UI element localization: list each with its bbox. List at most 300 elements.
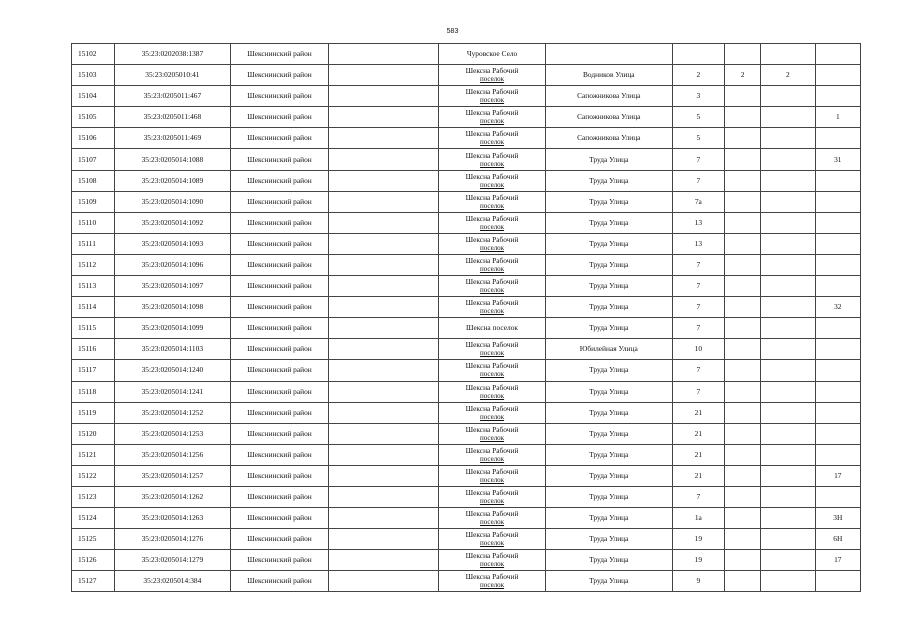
table-row xyxy=(72,297,861,318)
locality-cell xyxy=(439,297,546,318)
apartment-cell xyxy=(815,128,860,149)
locality-cell xyxy=(439,233,546,254)
structure-cell xyxy=(761,465,815,486)
cadastral-number-cell: 35:23:0205011:467 xyxy=(115,86,231,107)
building-cell xyxy=(724,444,760,465)
locality-name: Шексна Рабочий xyxy=(465,488,519,498)
house-number-cell: 7 xyxy=(672,254,724,275)
record-number-cell: 15113 xyxy=(72,276,115,297)
empty-cell xyxy=(329,86,439,107)
house-number-cell: 9 xyxy=(672,571,724,592)
locality-name: Чуровское Село xyxy=(466,49,518,59)
record-number-cell: 15105 xyxy=(72,107,115,128)
district-cell: Шекснинский район xyxy=(230,508,329,529)
locality-name: Шексна Рабочий xyxy=(465,340,519,350)
locality-name: Шексна Рабочий xyxy=(465,66,519,76)
building-cell xyxy=(724,529,760,550)
record-number-cell: 15120 xyxy=(72,423,115,444)
house-number-cell: 13 xyxy=(672,233,724,254)
street-cell: Труда Улица xyxy=(545,381,672,402)
street-cell: Труда Улица xyxy=(545,191,672,212)
table-row xyxy=(72,550,861,571)
empty-cell xyxy=(329,402,439,423)
house-number-cell: 21 xyxy=(672,465,724,486)
record-number-cell: 15125 xyxy=(72,529,115,550)
building-cell xyxy=(724,149,760,170)
empty-cell xyxy=(329,381,439,402)
street-cell: Водников Улица xyxy=(545,65,672,86)
building-cell xyxy=(724,360,760,381)
structure-cell: 2 xyxy=(761,65,815,86)
empty-cell xyxy=(329,191,439,212)
apartment-cell xyxy=(815,65,860,86)
locality-cell xyxy=(439,444,546,465)
cadastral-number-cell: 35:23:0205014:1263 xyxy=(115,508,231,529)
cadastral-number-cell: 35:23:0202038:1387 xyxy=(115,44,231,65)
district-cell: Шекснинский район xyxy=(230,444,329,465)
structure-cell xyxy=(761,44,815,65)
district-cell: Шекснинский район xyxy=(230,423,329,444)
cadastral-number-cell: 35:23:0205014:1279 xyxy=(115,550,231,571)
locality-cell xyxy=(439,550,546,571)
apartment-cell: 6Н xyxy=(815,529,860,550)
street-cell: Труда Улица xyxy=(545,402,672,423)
street-cell: Труда Улица xyxy=(545,508,672,529)
building-cell xyxy=(724,339,760,360)
empty-cell xyxy=(329,339,439,360)
street-cell: Труда Улица xyxy=(545,486,672,507)
empty-cell xyxy=(329,571,439,592)
district-cell: Шекснинский район xyxy=(230,318,329,339)
record-number-cell: 15116 xyxy=(72,339,115,360)
apartment-cell xyxy=(815,318,860,339)
street-cell: Юбилейная Улица xyxy=(545,339,672,360)
structure-cell xyxy=(761,444,815,465)
house-number-cell: 1а xyxy=(672,508,724,529)
building-cell xyxy=(724,276,760,297)
structure-cell xyxy=(761,381,815,402)
apartment-cell xyxy=(815,233,860,254)
structure-cell xyxy=(761,149,815,170)
cadastral-number-cell: 35:23:0205014:1256 xyxy=(115,444,231,465)
cadastral-number-cell: 35:23:0205014:1093 xyxy=(115,233,231,254)
building-cell xyxy=(724,550,760,571)
building-cell xyxy=(724,86,760,107)
locality-name: Шексна Рабочий xyxy=(465,424,519,434)
locality-name: Шексна поселок xyxy=(466,323,519,333)
structure-cell xyxy=(761,339,815,360)
table-row xyxy=(72,233,861,254)
locality-type: поселок xyxy=(479,475,505,484)
record-number-cell: 15110 xyxy=(72,212,115,233)
building-cell xyxy=(724,297,760,318)
locality-name: Шексна Рабочий xyxy=(465,108,519,118)
street-cell: Труда Улица xyxy=(545,550,672,571)
empty-cell xyxy=(329,550,439,571)
apartment-cell xyxy=(815,86,860,107)
locality-cell xyxy=(439,44,546,65)
district-cell: Шекснинский район xyxy=(230,402,329,423)
street-cell: Труда Улица xyxy=(545,297,672,318)
cadastral-number-cell: 35:23:0205014:1241 xyxy=(115,381,231,402)
structure-cell xyxy=(761,86,815,107)
locality-cell xyxy=(439,128,546,149)
cadastral-number-cell: 35:23:0205014:384 xyxy=(115,571,231,592)
apartment-cell: 3Н xyxy=(815,508,860,529)
building-cell xyxy=(724,508,760,529)
building-cell xyxy=(724,128,760,149)
apartment-cell: 17 xyxy=(815,550,860,571)
locality-type: поселок xyxy=(479,581,505,590)
structure-cell xyxy=(761,107,815,128)
locality-name: Шексна Рабочий xyxy=(465,382,519,392)
building-cell xyxy=(724,212,760,233)
locality-cell xyxy=(439,423,546,444)
district-cell: Шекснинский район xyxy=(230,65,329,86)
locality-type: поселок xyxy=(479,497,505,506)
district-cell: Шекснинский район xyxy=(230,191,329,212)
building-cell xyxy=(724,381,760,402)
building-cell xyxy=(724,107,760,128)
record-number-cell: 15122 xyxy=(72,465,115,486)
table-row xyxy=(72,571,861,592)
cadastral-number-cell: 35:23:0205014:1096 xyxy=(115,254,231,275)
structure-cell xyxy=(761,571,815,592)
record-number-cell: 15106 xyxy=(72,128,115,149)
locality-cell xyxy=(439,402,546,423)
locality-name: Шексна Рабочий xyxy=(465,192,519,202)
record-number-cell: 15127 xyxy=(72,571,115,592)
cadastral-number-cell: 35:23:0205014:1262 xyxy=(115,486,231,507)
locality-cell xyxy=(439,107,546,128)
record-number-cell: 15126 xyxy=(72,550,115,571)
locality-type: поселок xyxy=(479,454,505,463)
locality-name: Шексна Рабочий xyxy=(465,466,519,476)
street-cell: Труда Улица xyxy=(545,571,672,592)
locality-name: Шексна Рабочий xyxy=(465,255,519,265)
cadastral-number-cell: 35:23:0205014:1253 xyxy=(115,423,231,444)
table-row xyxy=(72,381,861,402)
district-cell: Шекснинский район xyxy=(230,571,329,592)
table-row xyxy=(72,212,861,233)
district-cell: Шекснинский район xyxy=(230,465,329,486)
house-number-cell: 7 xyxy=(672,297,724,318)
locality-cell xyxy=(439,360,546,381)
locality-type: поселок xyxy=(479,138,505,147)
street-cell: Труда Улица xyxy=(545,254,672,275)
structure-cell xyxy=(761,233,815,254)
structure-cell xyxy=(761,529,815,550)
locality-type: поселок xyxy=(479,433,505,442)
empty-cell xyxy=(329,508,439,529)
apartment-cell xyxy=(815,444,860,465)
locality-type: поселок xyxy=(479,307,505,316)
district-cell: Шекснинский район xyxy=(230,212,329,233)
apartment-cell xyxy=(815,402,860,423)
district-cell: Шекснинский район xyxy=(230,550,329,571)
house-number-cell: 21 xyxy=(672,402,724,423)
cadastral-number-cell: 35:23:0205014:1090 xyxy=(115,191,231,212)
house-number-cell: 21 xyxy=(672,444,724,465)
locality-type: поселок xyxy=(479,412,505,421)
district-cell: Шекснинский район xyxy=(230,233,329,254)
locality-type: поселок xyxy=(479,117,505,126)
district-cell: Шекснинский район xyxy=(230,44,329,65)
table-row xyxy=(72,529,861,550)
locality-name: Шексна Рабочий xyxy=(465,171,519,181)
table-row xyxy=(72,254,861,275)
locality-cell xyxy=(439,86,546,107)
apartment-cell xyxy=(815,360,860,381)
table-row xyxy=(72,318,861,339)
structure-cell xyxy=(761,276,815,297)
house-number-cell: 21 xyxy=(672,423,724,444)
structure-cell xyxy=(761,423,815,444)
locality-type: поселок xyxy=(479,518,505,527)
house-number-cell: 2 xyxy=(672,65,724,86)
table-row xyxy=(72,508,861,529)
table-row xyxy=(72,65,861,86)
locality-cell xyxy=(439,212,546,233)
house-number-cell: 5 xyxy=(672,128,724,149)
apartment-cell xyxy=(815,170,860,191)
street-cell: Сапожникова Улица xyxy=(545,128,672,149)
building-cell xyxy=(724,465,760,486)
table-row xyxy=(72,276,861,297)
cadastral-number-cell: 35:23:0205014:1103 xyxy=(115,339,231,360)
record-number-cell: 15117 xyxy=(72,360,115,381)
structure-cell xyxy=(761,318,815,339)
locality-type: поселок xyxy=(479,264,505,273)
empty-cell xyxy=(329,529,439,550)
empty-cell xyxy=(329,44,439,65)
empty-cell xyxy=(329,276,439,297)
locality-cell xyxy=(439,508,546,529)
record-number-cell: 15115 xyxy=(72,318,115,339)
apartment-cell xyxy=(815,423,860,444)
cadastral-number-cell: 35:23:0205014:1099 xyxy=(115,318,231,339)
building-cell xyxy=(724,191,760,212)
street-cell: Сапожникова Улица xyxy=(545,86,672,107)
locality-name: Шексна Рабочий xyxy=(465,277,519,287)
empty-cell xyxy=(329,233,439,254)
building-cell xyxy=(724,486,760,507)
apartment-cell: 17 xyxy=(815,465,860,486)
locality-name: Шексна Рабочий xyxy=(465,445,519,455)
district-cell: Шекснинский район xyxy=(230,529,329,550)
locality-type: поселок xyxy=(479,391,505,400)
locality-name: Шексна Рабочий xyxy=(465,213,519,223)
record-number-cell: 15114 xyxy=(72,297,115,318)
district-cell: Шекснинский район xyxy=(230,128,329,149)
record-number-cell: 15123 xyxy=(72,486,115,507)
structure-cell xyxy=(761,191,815,212)
empty-cell xyxy=(329,360,439,381)
locality-type: поселок xyxy=(479,96,505,105)
building-cell xyxy=(724,233,760,254)
locality-type: поселок xyxy=(479,159,505,168)
district-cell: Шекснинский район xyxy=(230,486,329,507)
record-number-cell: 15109 xyxy=(72,191,115,212)
empty-cell xyxy=(329,486,439,507)
house-number-cell: 7 xyxy=(672,360,724,381)
table-row xyxy=(72,465,861,486)
locality-cell xyxy=(439,381,546,402)
apartment-cell xyxy=(815,339,860,360)
table-row xyxy=(72,191,861,212)
district-cell: Шекснинский район xyxy=(230,86,329,107)
building-cell xyxy=(724,318,760,339)
apartment-cell xyxy=(815,276,860,297)
locality-type: поселок xyxy=(479,222,505,231)
locality-type: поселок xyxy=(479,180,505,189)
apartment-cell xyxy=(815,571,860,592)
table-row xyxy=(72,360,861,381)
cadastral-number-cell: 35:23:0205014:1097 xyxy=(115,276,231,297)
structure-cell xyxy=(761,254,815,275)
house-number-cell: 7 xyxy=(672,149,724,170)
structure-cell xyxy=(761,360,815,381)
street-cell: Труда Улица xyxy=(545,276,672,297)
table-row xyxy=(72,149,861,170)
locality-name: Шексна Рабочий xyxy=(465,509,519,519)
street-cell: Сапожникова Улица xyxy=(545,107,672,128)
record-number-cell: 15121 xyxy=(72,444,115,465)
apartment-cell: 31 xyxy=(815,149,860,170)
apartment-cell xyxy=(815,486,860,507)
cadastral-number-cell: 35:23:0205011:468 xyxy=(115,107,231,128)
empty-cell xyxy=(329,128,439,149)
empty-cell xyxy=(329,107,439,128)
cadastral-number-cell: 35:23:0205014:1098 xyxy=(115,297,231,318)
locality-type: поселок xyxy=(479,286,505,295)
house-number-cell: 7 xyxy=(672,318,724,339)
cadastral-number-cell: 35:23:0205014:1240 xyxy=(115,360,231,381)
locality-cell xyxy=(439,149,546,170)
locality-cell xyxy=(439,318,546,339)
district-cell: Шекснинский район xyxy=(230,381,329,402)
house-number-cell: 7 xyxy=(672,381,724,402)
locality-cell xyxy=(439,486,546,507)
empty-cell xyxy=(329,444,439,465)
table-row xyxy=(72,444,861,465)
street-cell: Труда Улица xyxy=(545,444,672,465)
record-number-cell: 15107 xyxy=(72,149,115,170)
page-number: 583 xyxy=(446,28,459,35)
empty-cell xyxy=(329,423,439,444)
house-number-cell: 7 xyxy=(672,276,724,297)
empty-cell xyxy=(329,297,439,318)
table-row xyxy=(72,107,861,128)
locality-name: Шексна Рабочий xyxy=(465,129,519,139)
street-cell: Труда Улица xyxy=(545,149,672,170)
apartment-cell: 1 xyxy=(815,107,860,128)
locality-name: Шексна Рабочий xyxy=(465,361,519,371)
structure-cell xyxy=(761,170,815,191)
record-number-cell: 15108 xyxy=(72,170,115,191)
cadastral-number-cell: 35:23:0205011:469 xyxy=(115,128,231,149)
building-cell xyxy=(724,44,760,65)
cadastral-number-cell: 35:23:0205014:1089 xyxy=(115,170,231,191)
empty-cell xyxy=(329,170,439,191)
locality-cell xyxy=(439,254,546,275)
structure-cell xyxy=(761,212,815,233)
structure-cell xyxy=(761,297,815,318)
locality-type: поселок xyxy=(479,243,505,252)
register-rows xyxy=(72,44,861,592)
record-number-cell: 15102 xyxy=(72,44,115,65)
structure-cell xyxy=(761,486,815,507)
locality-name: Шексна Рабочий xyxy=(465,572,519,582)
structure-cell xyxy=(761,550,815,571)
apartment-cell xyxy=(815,381,860,402)
building-cell xyxy=(724,423,760,444)
house-number-cell: 7 xyxy=(672,170,724,191)
house-number-cell xyxy=(672,44,724,65)
record-number-cell: 15104 xyxy=(72,86,115,107)
apartment-cell xyxy=(815,212,860,233)
locality-name: Шексна Рабочий xyxy=(465,551,519,561)
empty-cell xyxy=(329,465,439,486)
street-cell: Труда Улица xyxy=(545,465,672,486)
structure-cell xyxy=(761,402,815,423)
table-row xyxy=(72,402,861,423)
locality-type: поселок xyxy=(479,75,505,84)
structure-cell xyxy=(761,508,815,529)
locality-name: Шексна Рабочий xyxy=(465,298,519,308)
apartment-cell xyxy=(815,191,860,212)
locality-name: Шексна Рабочий xyxy=(465,530,519,540)
locality-cell xyxy=(439,65,546,86)
building-cell xyxy=(724,571,760,592)
table-row xyxy=(72,423,861,444)
locality-cell xyxy=(439,276,546,297)
empty-cell xyxy=(329,65,439,86)
table-row xyxy=(72,486,861,507)
district-cell: Шекснинский район xyxy=(230,276,329,297)
table-row xyxy=(72,86,861,107)
district-cell: Шекснинский район xyxy=(230,339,329,360)
cadastral-number-cell: 35:23:0205014:1088 xyxy=(115,149,231,170)
table-row xyxy=(72,128,861,149)
house-number-cell: 5 xyxy=(672,107,724,128)
register-table xyxy=(71,43,861,592)
house-number-cell: 7 xyxy=(672,486,724,507)
house-number-cell: 3 xyxy=(672,86,724,107)
structure-cell xyxy=(761,128,815,149)
street-cell: Труда Улица xyxy=(545,423,672,444)
record-number-cell: 15111 xyxy=(72,233,115,254)
empty-cell xyxy=(329,212,439,233)
record-number-cell: 15103 xyxy=(72,65,115,86)
cadastral-number-cell: 35:23:0205014:1276 xyxy=(115,529,231,550)
locality-type: поселок xyxy=(479,560,505,569)
locality-cell xyxy=(439,191,546,212)
locality-cell xyxy=(439,529,546,550)
cadastral-number-cell: 35:23:0205014:1092 xyxy=(115,212,231,233)
cadastral-number-cell: 35:23:0205010:41 xyxy=(115,65,231,86)
empty-cell xyxy=(329,318,439,339)
house-number-cell: 19 xyxy=(672,529,724,550)
table-row xyxy=(72,339,861,360)
cadastral-number-cell: 35:23:0205014:1257 xyxy=(115,465,231,486)
locality-name: Шексна Рабочий xyxy=(465,403,519,413)
street-cell: Труда Улица xyxy=(545,233,672,254)
table-row xyxy=(72,170,861,191)
locality-name: Шексна Рабочий xyxy=(465,234,519,244)
cadastral-number-cell: 35:23:0205014:1252 xyxy=(115,402,231,423)
empty-cell xyxy=(329,149,439,170)
